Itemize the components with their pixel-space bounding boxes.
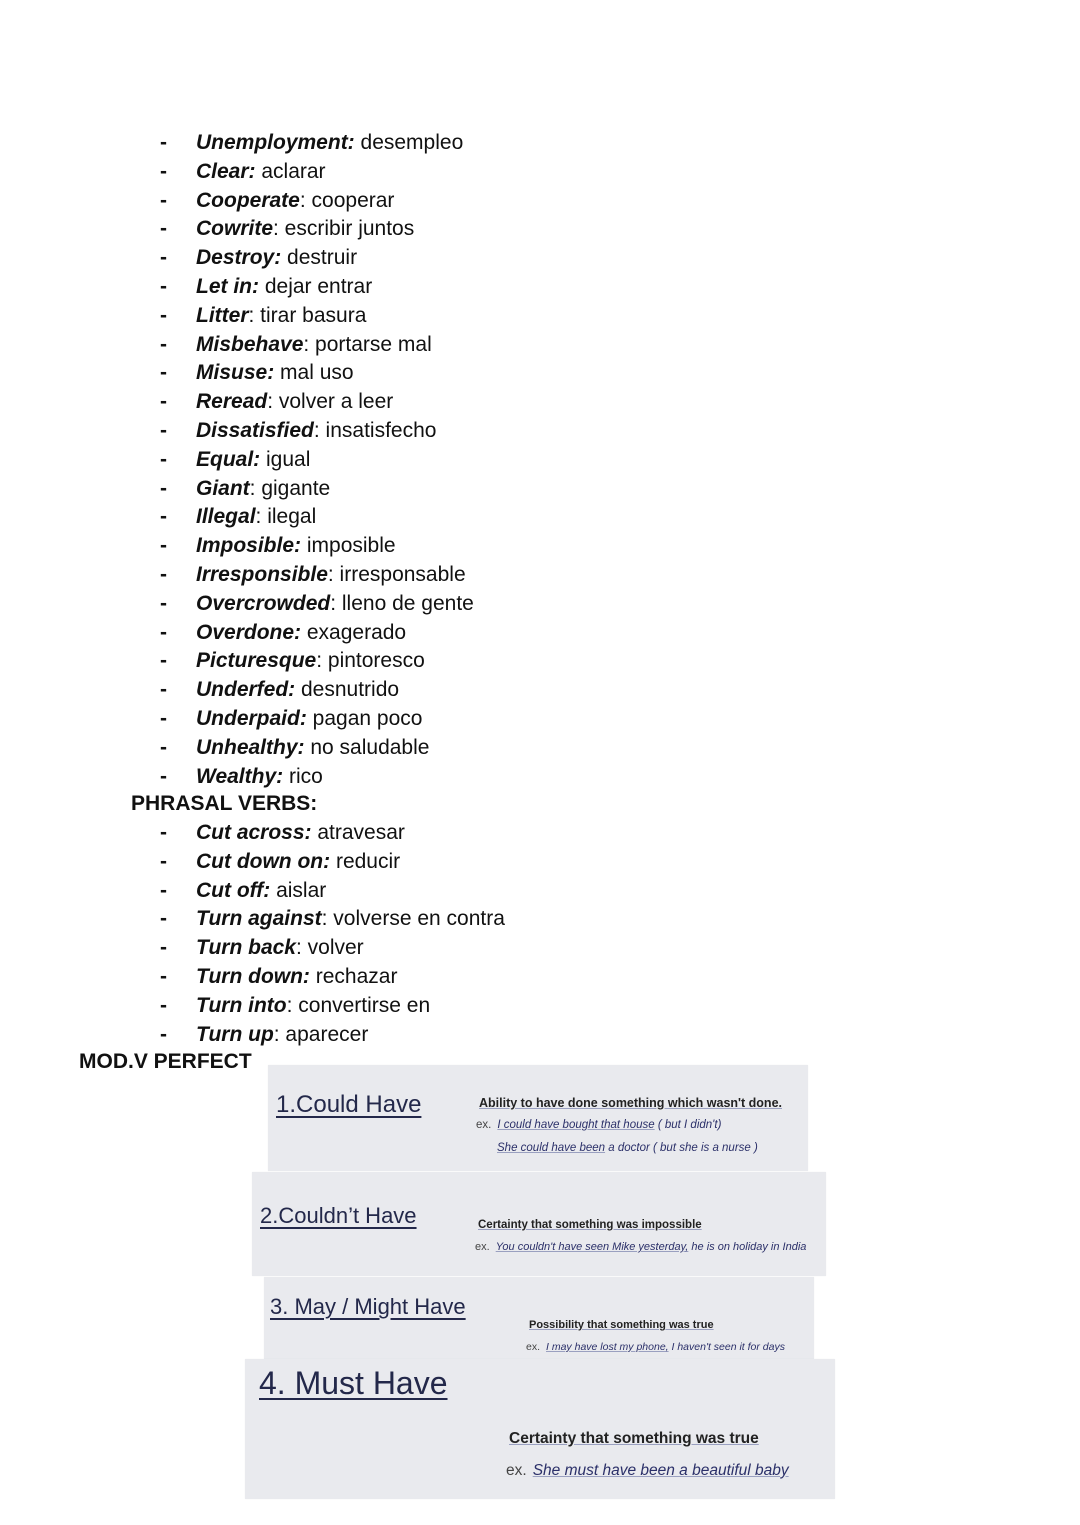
dash-bullet-icon: - <box>160 591 167 615</box>
dash-bullet-icon: - <box>160 936 167 960</box>
dash-bullet-icon: - <box>160 159 167 183</box>
vocab-term: Misuse: <box>196 361 275 385</box>
vocab-entry <box>196 848 400 877</box>
vocab-term: Turn down: <box>196 964 310 988</box>
dash-bullet-icon: - <box>160 878 167 902</box>
vocab-meaning: : convertirse en <box>286 993 431 1017</box>
modal-card-may-might-have <box>264 1277 814 1359</box>
vocab-meaning: rico <box>283 764 323 788</box>
vocab-meaning: atravesar <box>311 821 405 844</box>
vocab-entry <box>196 388 393 417</box>
example-note: he is on holiday in India <box>688 1241 807 1253</box>
vocab-entry <box>196 215 414 244</box>
vocab-meaning: : volver a leer <box>267 390 394 414</box>
modal-card-must-have <box>245 1359 835 1499</box>
vocab-entry <box>196 187 394 216</box>
vocab-meaning: : irresponsable <box>327 562 466 586</box>
vocab-entry <box>196 877 326 906</box>
vocab-meaning: reducir <box>330 849 401 873</box>
modal-card-title: 1.Could Have <box>276 1091 422 1118</box>
dash-bullet-icon: - <box>160 332 167 356</box>
vocab-meaning: igual <box>260 447 311 471</box>
dash-bullet-icon: - <box>160 390 167 414</box>
vocab-meaning: aislar <box>270 878 327 902</box>
vocab-term: Destroy: <box>196 246 282 270</box>
vocab-term: Cut off: <box>196 878 271 902</box>
vocab-meaning: : escribir juntos <box>273 217 415 241</box>
modal-card-definition: Certainty that something was true <box>509 1430 759 1447</box>
vocab-term: Cooperate <box>196 188 300 212</box>
vocab-meaning: desnutrido <box>295 678 400 702</box>
modal-perfect-heading: MOD.V PERFECT <box>79 1050 252 1073</box>
dash-bullet-icon: - <box>160 706 167 730</box>
vocab-meaning: aclarar <box>255 159 326 183</box>
vocab-term: Dissatisfied <box>196 418 314 442</box>
vocab-term: Turn back <box>196 936 296 960</box>
modal-card-example <box>497 1142 758 1154</box>
vocab-meaning: : ilegal <box>255 505 317 529</box>
vocab-entry <box>196 158 326 187</box>
dash-bullet-icon: - <box>160 735 167 759</box>
modal-card-couldnt-have <box>252 1172 826 1276</box>
vocab-entry <box>196 763 323 792</box>
vocab-meaning: : pintoresco <box>316 649 425 673</box>
vocab-term: Reread <box>196 390 268 414</box>
vocab-term: Overdone: <box>196 620 302 644</box>
vocab-meaning: mal uso <box>274 361 354 385</box>
vocab-term: Overcrowded <box>196 591 331 615</box>
vocab-entry <box>196 331 432 360</box>
vocab-entry <box>196 992 430 1021</box>
modal-card-definition: Certainty that something was impossible <box>478 1219 702 1231</box>
dash-bullet-icon: - <box>160 964 167 988</box>
vocab-entry <box>196 359 354 388</box>
vocab-term: Unemployment: <box>196 131 355 154</box>
dash-bullet-icon: - <box>160 131 167 154</box>
vocab-term: Turn against <box>196 907 322 931</box>
modal-card-definition: Possibility that something was true <box>529 1319 714 1331</box>
vocab-meaning: pagan poco <box>306 706 423 730</box>
vocab-entry <box>196 129 463 158</box>
vocab-term: Litter <box>196 303 249 327</box>
vocab-term: Turn up <box>196 1022 274 1046</box>
vocab-term: Irresponsible <box>196 562 328 586</box>
phrasal-verbs-heading: PHRASAL VERBS: <box>131 792 318 815</box>
vocab-meaning: : insatisfecho <box>313 418 437 442</box>
dash-bullet-icon: - <box>160 764 167 788</box>
dash-bullet-icon: - <box>160 505 167 529</box>
example-sentence: She could have been <box>497 1142 606 1154</box>
vocab-entry <box>196 676 399 705</box>
vocab-meaning: : tirar basura <box>248 303 367 327</box>
vocab-entry <box>196 561 466 590</box>
modal-card-example <box>506 1462 789 1480</box>
vocab-entry <box>196 273 372 302</box>
vocab-meaning: exagerado <box>301 620 407 644</box>
example-label: ex. <box>506 1462 527 1479</box>
vocab-term: Turn into <box>196 993 287 1017</box>
vocab-entry <box>196 244 357 273</box>
vocab-term: Equal: <box>196 447 261 471</box>
vocab-meaning: : aparecer <box>273 1022 369 1046</box>
dash-bullet-icon: - <box>160 476 167 500</box>
vocab-entry <box>196 705 422 734</box>
dash-bullet-icon: - <box>160 620 167 644</box>
vocab-term: Cut across: <box>196 821 312 844</box>
vocab-term: Unhealthy: <box>196 735 305 759</box>
dash-bullet-icon: - <box>160 447 167 471</box>
vocab-term: Underpaid: <box>196 706 307 730</box>
dash-bullet-icon: - <box>160 993 167 1017</box>
dash-bullet-icon: - <box>160 246 167 270</box>
vocab-entry <box>196 1021 368 1050</box>
vocab-entry <box>196 475 330 504</box>
dash-bullet-icon: - <box>160 418 167 442</box>
vocab-entry <box>196 503 316 532</box>
vocab-meaning: dejar entrar <box>259 274 373 298</box>
vocab-meaning: imposible <box>301 534 396 558</box>
vocab-entry <box>196 734 429 763</box>
dash-bullet-icon: - <box>160 303 167 327</box>
vocab-meaning: : portarse mal <box>303 332 432 356</box>
vocab-entry <box>196 590 474 619</box>
vocab-term: Let in: <box>196 274 259 298</box>
vocab-meaning: : volverse en contra <box>321 907 505 931</box>
example-sentence: I may have lost my phone, <box>546 1341 669 1353</box>
vocab-meaning: destruir <box>281 246 358 270</box>
modal-card-could-have <box>268 1065 808 1171</box>
example-sentence: I could have bought that house <box>497 1119 655 1131</box>
dash-bullet-icon: - <box>160 649 167 673</box>
example-sentence: You couldn't have seen Mike yesterday, <box>495 1241 689 1253</box>
dash-bullet-icon: - <box>160 849 167 873</box>
example-note: ( but I didn't) <box>654 1119 722 1131</box>
vocab-meaning: rechazar <box>309 964 398 988</box>
modal-card-example <box>526 1341 785 1353</box>
vocab-term: Underfed: <box>196 678 296 702</box>
vocab-entry <box>196 619 406 648</box>
vocab-term: Illegal <box>196 505 256 529</box>
vocab-term: Clear: <box>196 159 256 183</box>
vocab-entry <box>196 905 505 934</box>
vocab-meaning: : gigante <box>249 476 331 500</box>
dash-bullet-icon: - <box>160 678 167 702</box>
dash-bullet-icon: - <box>160 188 167 212</box>
dash-bullet-icon: - <box>160 361 167 385</box>
example-label: ex. <box>476 1119 492 1131</box>
dash-bullet-icon: - <box>160 274 167 298</box>
vocab-entry <box>196 532 396 561</box>
example-sentence: She must have been a beautiful baby <box>532 1462 789 1479</box>
dash-bullet-icon: - <box>160 217 167 241</box>
dash-bullet-icon: - <box>160 907 167 931</box>
example-label: ex. <box>475 1241 490 1253</box>
vocab-term: Imposible: <box>196 534 302 558</box>
vocab-term: Giant <box>196 476 250 500</box>
dash-bullet-icon: - <box>160 821 167 844</box>
modal-card-definition: Ability to have done something which wasn't done. <box>479 1096 782 1110</box>
dash-bullet-icon: - <box>160 562 167 586</box>
modal-card-example <box>476 1119 721 1131</box>
vocab-entry <box>196 302 366 331</box>
dash-bullet-icon: - <box>160 1022 167 1046</box>
vocab-term: Picturesque <box>196 649 317 673</box>
vocab-entry <box>196 819 405 848</box>
vocab-meaning: : cooperar <box>299 188 395 212</box>
vocab-term: Wealthy: <box>196 764 284 788</box>
vocab-term: Misbehave <box>196 332 304 356</box>
vocab-meaning: no saludable <box>304 735 430 759</box>
dash-bullet-icon: - <box>160 534 167 558</box>
vocab-meaning: : volver <box>295 936 364 960</box>
example-note: a doctor ( but she is a nurse ) <box>605 1142 758 1154</box>
modal-card-title: 3. May / Might Have <box>270 1294 466 1319</box>
modal-card-title: 4. Must Have <box>259 1365 448 1401</box>
example-note: I haven't seen it for days <box>668 1341 785 1353</box>
vocab-entry <box>196 963 397 992</box>
modal-card-title: 2.Couldn’t Have <box>260 1203 417 1228</box>
modal-card-example <box>475 1241 806 1253</box>
vocab-meaning: desempleo <box>354 131 464 154</box>
example-label: ex. <box>526 1341 541 1353</box>
vocab-term: Cut down on: <box>196 849 331 873</box>
vocab-entry <box>196 934 364 963</box>
vocab-entry <box>196 417 436 446</box>
vocab-term: Cowrite <box>196 217 274 241</box>
vocab-entry <box>196 446 310 475</box>
vocab-entry <box>196 647 425 676</box>
vocab-meaning: : lleno de gente <box>330 591 474 615</box>
